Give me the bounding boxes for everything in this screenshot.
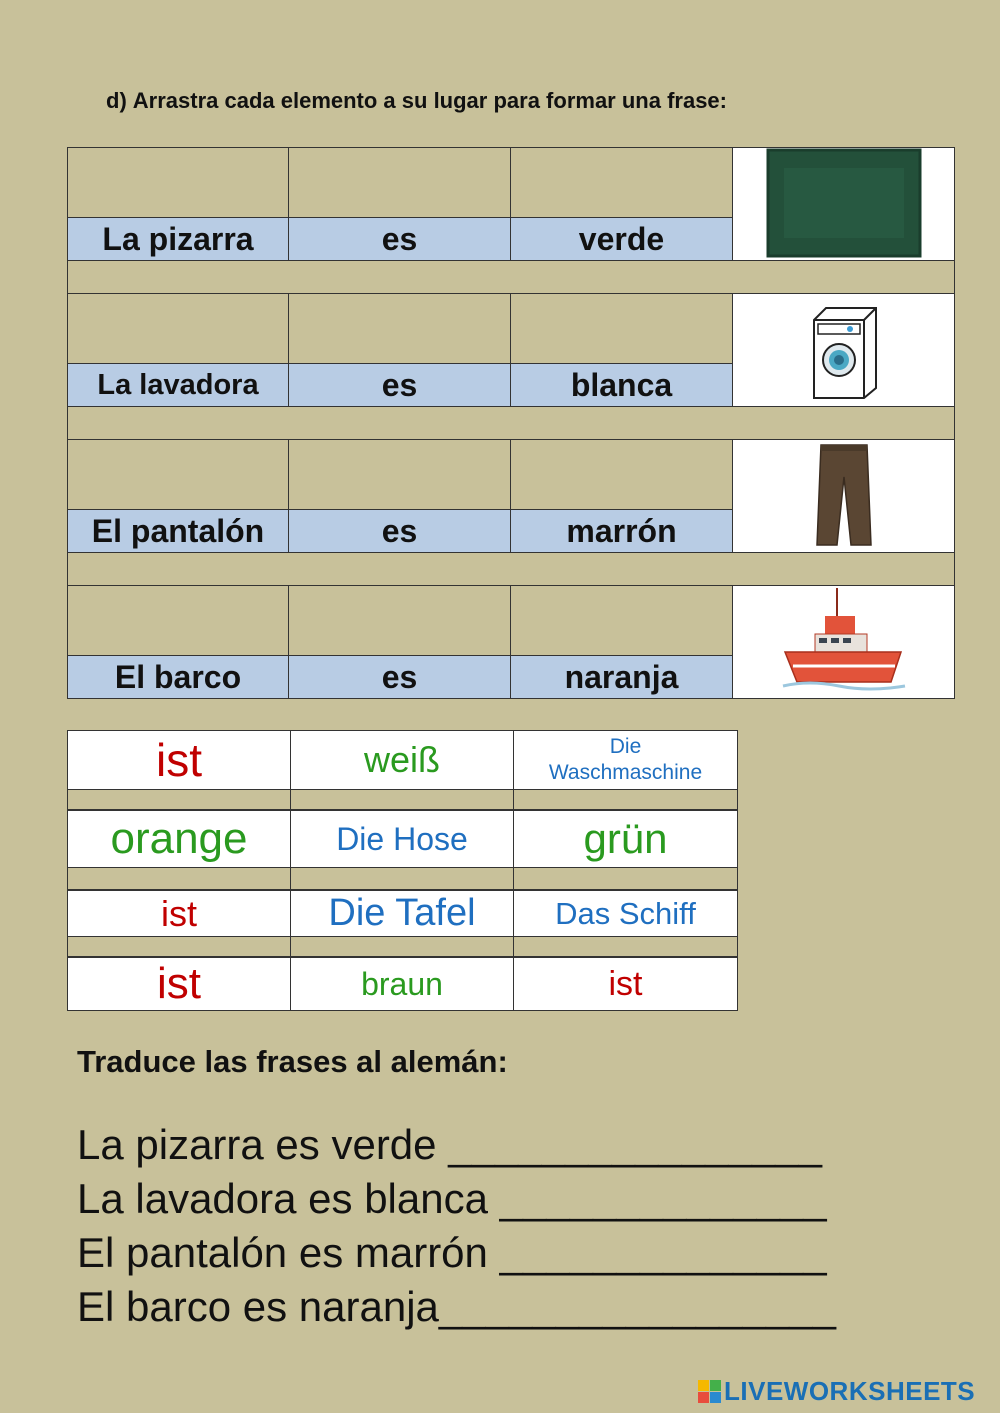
- instruction: [106, 88, 727, 114]
- word-tile[interactable]: ist: [67, 730, 291, 790]
- word-bank-row: [67, 957, 738, 1011]
- brand-logo-icon: [698, 1380, 721, 1403]
- verb-word: es: [288, 509, 511, 553]
- brand-name: LIVEWORKSHEETS: [724, 1376, 976, 1406]
- row-spacer: [67, 407, 955, 439]
- drop-zone-verb[interactable]: [288, 585, 511, 656]
- word-tile[interactable]: braun: [290, 957, 514, 1011]
- picture-cell: [732, 293, 955, 407]
- word-bank: [67, 730, 738, 1011]
- drop-zone-subject[interactable]: [67, 293, 289, 364]
- sentence-line[interactable]: El pantalón es marrón ______________: [77, 1229, 827, 1276]
- trousers-image: [809, 441, 879, 551]
- instruction-text: Arrastra cada elemento a su lugar para formar una frase:: [132, 88, 727, 113]
- word-bank-row: [67, 890, 738, 937]
- word-bank-gap: [67, 868, 738, 890]
- sentence-grid: [67, 147, 955, 699]
- word-tile[interactable]: Das Schiff: [513, 890, 738, 937]
- drop-zone-subject[interactable]: [67, 147, 289, 218]
- subject-word: La lavadora: [67, 363, 289, 407]
- drop-zone-verb[interactable]: [288, 439, 511, 510]
- word-bank-row: [67, 810, 738, 868]
- sentence-row: [67, 585, 955, 699]
- boat-image: [779, 586, 909, 698]
- sentence-row: [67, 293, 955, 407]
- word-tile[interactable]: ist: [67, 957, 291, 1011]
- instruction-tag: d): [106, 88, 127, 113]
- drop-zone-verb[interactable]: [288, 147, 511, 218]
- verb-word: es: [288, 655, 511, 699]
- drop-zone-adjective[interactable]: [510, 293, 733, 364]
- row-spacer: [67, 553, 955, 585]
- adjective-word: blanca: [510, 363, 733, 407]
- sentence-line[interactable]: La pizarra es verde ________________: [77, 1121, 822, 1168]
- word-bank-gap: [67, 790, 738, 810]
- word-tile[interactable]: weiß: [290, 730, 514, 790]
- word-bank-row: [67, 730, 738, 790]
- brand-footer: [698, 1376, 975, 1407]
- word-tile[interactable]: Die Hose: [290, 810, 514, 868]
- drop-zone-adjective[interactable]: [510, 439, 733, 510]
- word-tile[interactable]: grün: [513, 810, 738, 868]
- picture-cell: [732, 147, 955, 261]
- word-tile[interactable]: ist: [513, 957, 738, 1011]
- translation-sentences: [77, 1118, 836, 1334]
- drop-zone-subject[interactable]: [67, 439, 289, 510]
- drop-zone-adjective[interactable]: [510, 585, 733, 656]
- word-bank-gap: [67, 937, 738, 957]
- adjective-word: marrón: [510, 509, 733, 553]
- verb-word: es: [288, 217, 511, 261]
- subject-word: La pizarra: [67, 217, 289, 261]
- washing-machine-image: [804, 300, 884, 400]
- drop-zone-subject[interactable]: [67, 585, 289, 656]
- sentence-row: [67, 147, 955, 261]
- subject-word: El barco: [67, 655, 289, 699]
- verb-word: es: [288, 363, 511, 407]
- sentence-row: [67, 439, 955, 553]
- adjective-word: verde: [510, 217, 733, 261]
- chalkboard-image: [764, 148, 924, 260]
- word-tile[interactable]: Die Tafel: [290, 890, 514, 937]
- drop-zone-adjective[interactable]: [510, 147, 733, 218]
- drop-zone-verb[interactable]: [288, 293, 511, 364]
- sentence-line[interactable]: El barco es naranja_________________: [77, 1283, 836, 1330]
- word-tile[interactable]: orange: [67, 810, 291, 868]
- picture-cell: [732, 439, 955, 553]
- word-tile[interactable]: ist: [67, 890, 291, 937]
- subject-word: El pantalón: [67, 509, 289, 553]
- translate-heading: Traduce las frases al alemán:: [77, 1044, 508, 1079]
- row-spacer: [67, 261, 955, 293]
- adjective-word: naranja: [510, 655, 733, 699]
- picture-cell: [732, 585, 955, 699]
- word-tile[interactable]: Die Waschmaschine: [513, 730, 738, 790]
- sentence-line[interactable]: La lavadora es blanca ______________: [77, 1175, 827, 1222]
